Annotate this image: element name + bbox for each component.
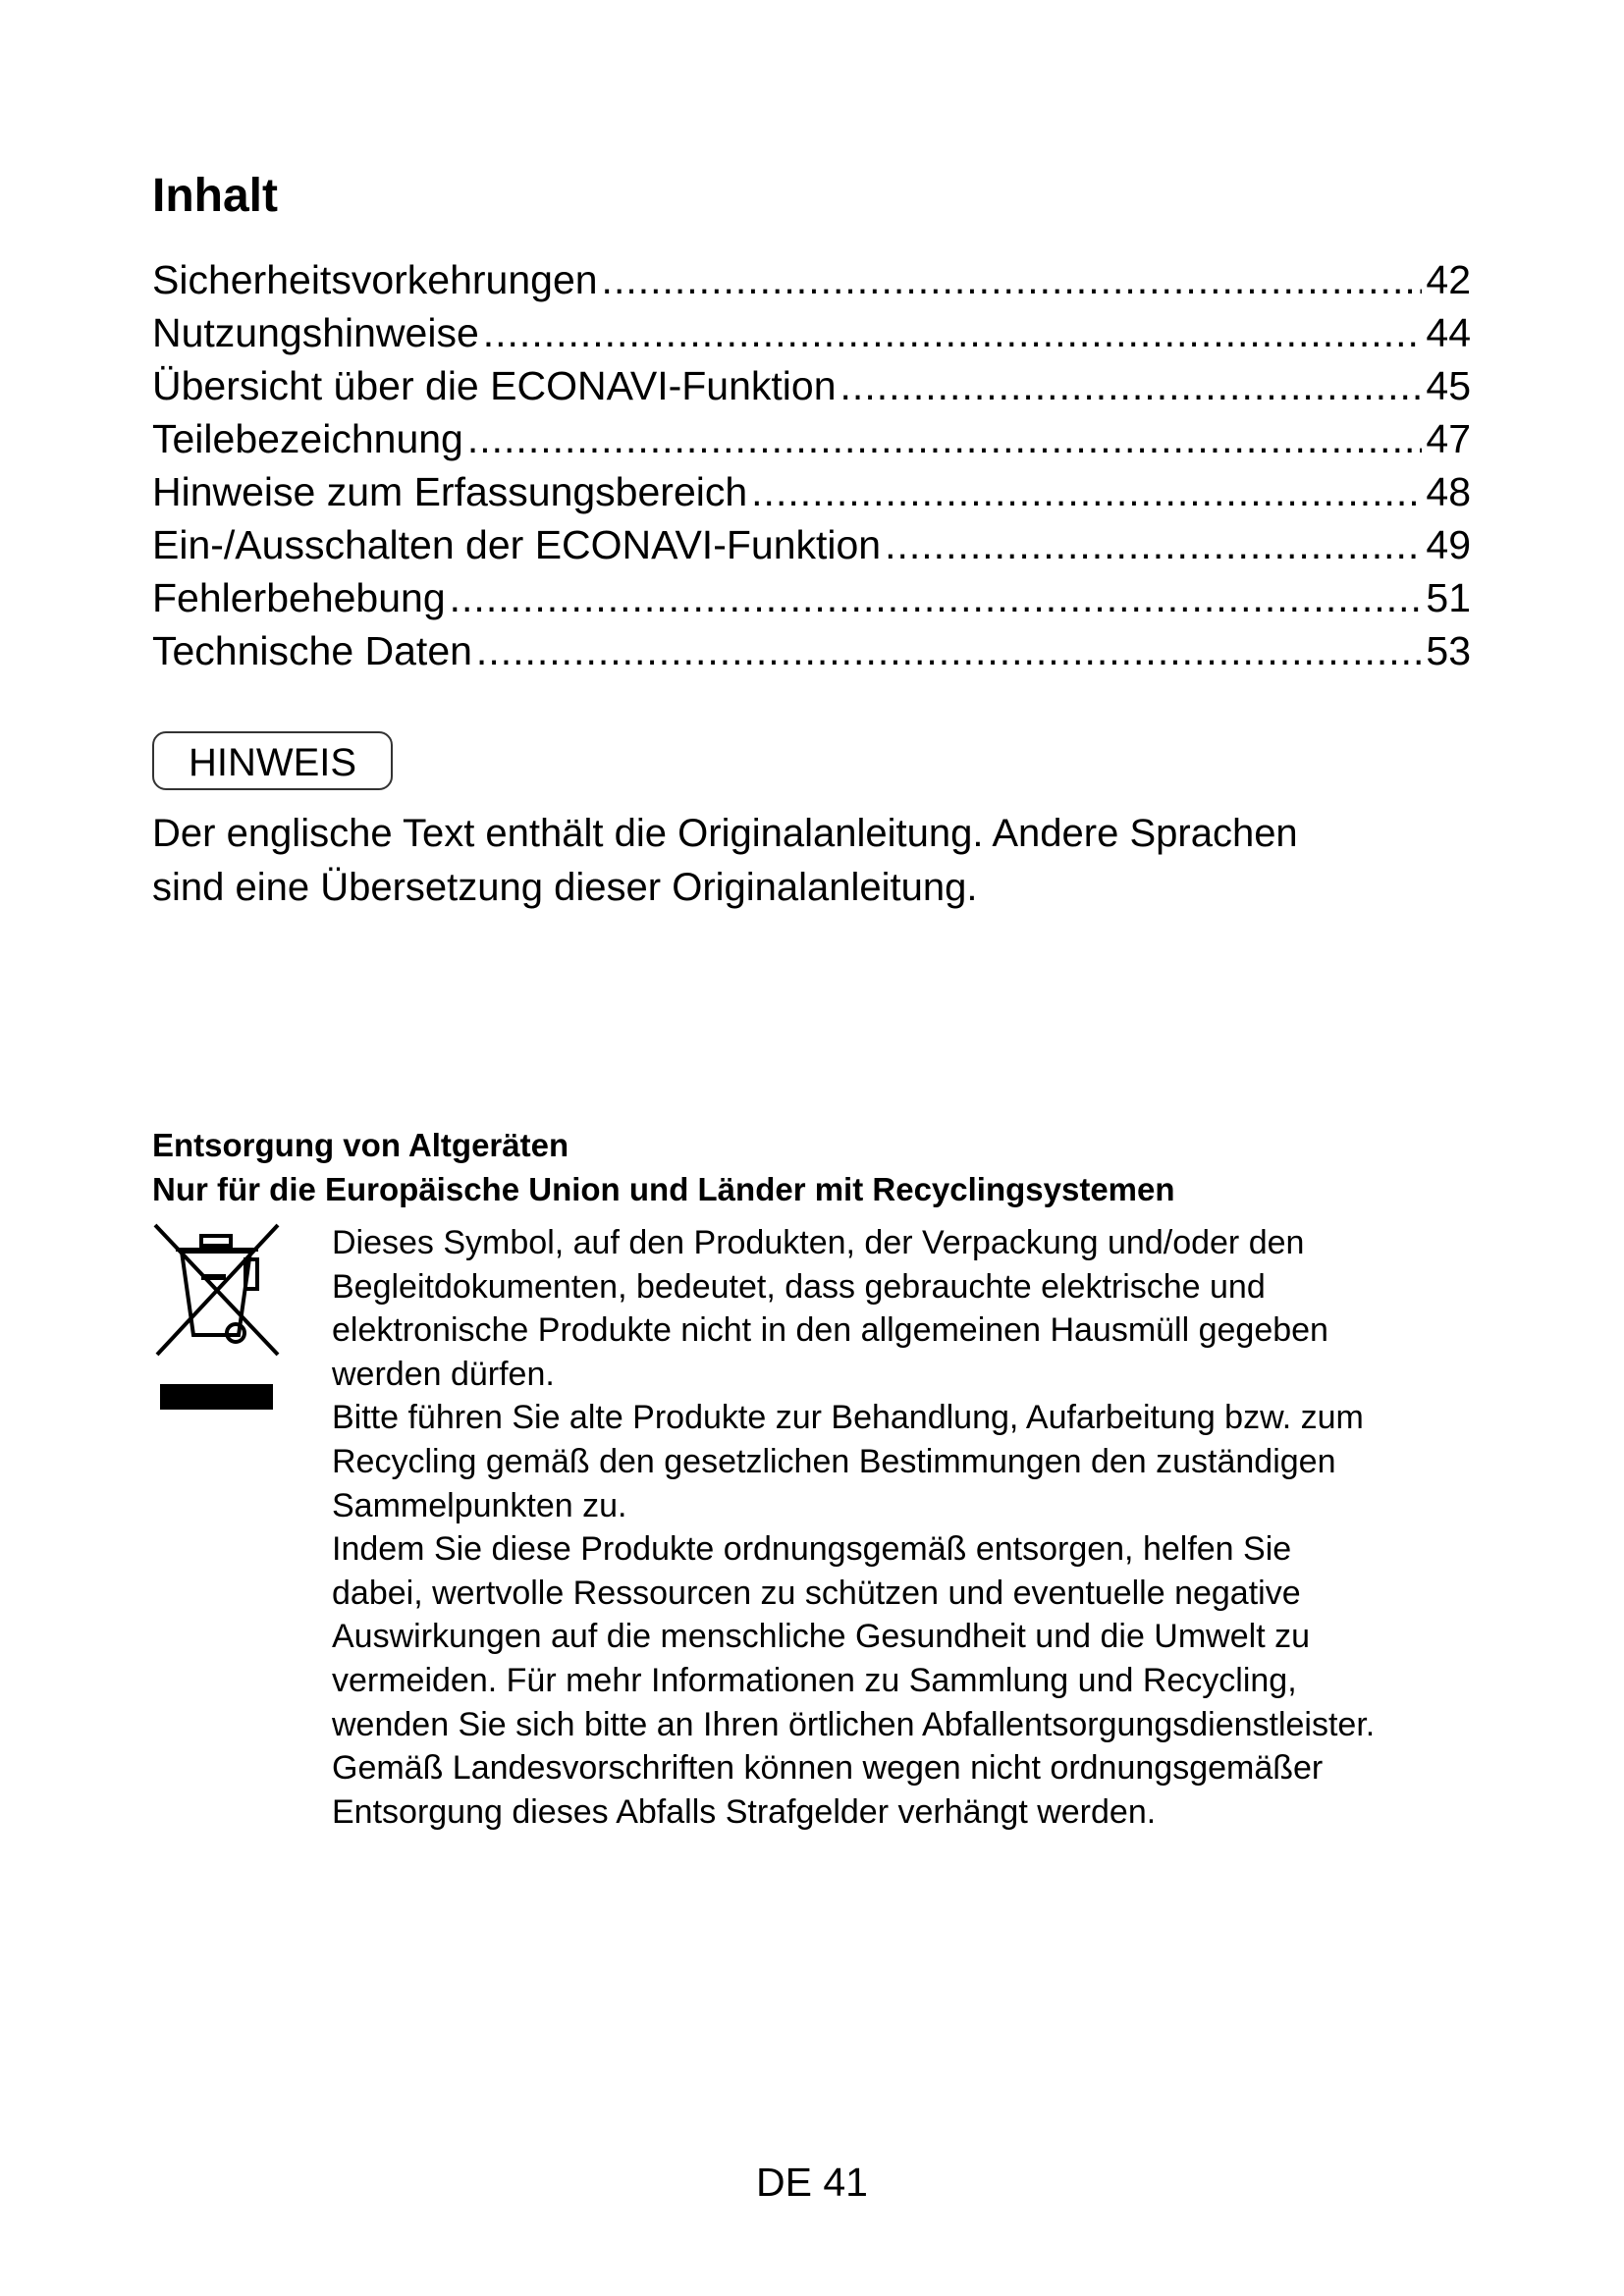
text-line: Bitte führen Sie alte Produkte zur Behandlung, Aufarbeitung bzw. zum bbox=[332, 1399, 1364, 1437]
toc-label: Hinweise zum Erfassungsbereich bbox=[152, 469, 748, 514]
toc-leader bbox=[467, 412, 1423, 465]
text-line: werden dürfen. bbox=[332, 1355, 555, 1393]
toc-leader bbox=[751, 465, 1422, 518]
toc-entry[interactable] bbox=[152, 412, 1471, 465]
text-line: Gemäß Landesvorschriften können wegen nicht ordnungsgemäßer bbox=[332, 1749, 1324, 1788]
text-line: Begleitdokumenten, bedeutet, dass gebrauchte elektrische und bbox=[332, 1267, 1266, 1306]
text-line: Dieses Symbol, auf den Produkten, der Verpackung und/oder den bbox=[332, 1224, 1305, 1261]
note-badge: HINWEIS bbox=[152, 731, 393, 790]
toc-label: Sicherheitsvorkehrungen bbox=[152, 257, 598, 302]
text-line: elektronische Produkte nicht in den allgemeinen Hausmüll gegeben bbox=[332, 1311, 1328, 1350]
toc-label: Nutzungshinweise bbox=[152, 310, 479, 355]
disposal-subheading: Nur für die Europäische Union und Länder mit Recyclingsystemen bbox=[152, 1171, 1175, 1207]
toc-page: 48 bbox=[1426, 469, 1471, 514]
toc-label: Technische Daten bbox=[152, 628, 472, 673]
toc-page: 47 bbox=[1426, 416, 1471, 461]
note-line: Der englische Text enthält die Originalanleitung. Andere Sprachen bbox=[152, 812, 1298, 855]
toc-entry[interactable] bbox=[152, 465, 1471, 518]
note-line: sind eine Übersetzung dieser Originalanleitung. bbox=[152, 866, 978, 909]
disposal-heading: Entsorgung von Altgeräten bbox=[152, 1127, 569, 1163]
toc-page: 51 bbox=[1426, 575, 1471, 620]
toc-label: Übersicht über die ECONAVI-Funktion bbox=[152, 363, 837, 408]
text-line: dabei, wertvolle Ressourcen zu schützen und eventuelle negative bbox=[332, 1574, 1301, 1612]
toc-label: Fehlerbehebung bbox=[152, 575, 446, 620]
page-title: Inhalt bbox=[152, 170, 278, 222]
text-line: Indem Sie diese Produkte ordnungsgemäß entsorgen, helfen Sie bbox=[332, 1530, 1292, 1569]
toc-entry[interactable] bbox=[152, 624, 1471, 677]
table-of-contents bbox=[152, 253, 1471, 677]
toc-page: 42 bbox=[1426, 257, 1471, 302]
toc-entry[interactable] bbox=[152, 359, 1471, 412]
toc-page: 44 bbox=[1426, 310, 1471, 355]
toc-leader bbox=[602, 253, 1423, 306]
toc-leader bbox=[483, 306, 1423, 359]
text-line: Recycling gemäß den gesetzlichen Bestimmungen den zuständigen bbox=[332, 1442, 1336, 1480]
toc-page: 53 bbox=[1426, 628, 1471, 673]
text-line: Entsorgung dieses Abfalls Strafgelder verhängt werden. bbox=[332, 1792, 1157, 1831]
text-line: Sammelpunkten zu. bbox=[332, 1486, 627, 1524]
text-line: Auswirkungen auf die menschliche Gesundheit und die Umwelt zu bbox=[332, 1618, 1310, 1656]
crossed-out-wheelie-bin-icon bbox=[152, 1222, 285, 1414]
toc-leader bbox=[450, 571, 1423, 624]
note-text bbox=[152, 807, 1507, 915]
toc-entry[interactable] bbox=[152, 571, 1471, 624]
page-number: DE 41 bbox=[756, 2160, 868, 2205]
toc-label: Teilebezeichnung bbox=[152, 416, 463, 461]
toc-entry[interactable] bbox=[152, 306, 1471, 359]
toc-leader bbox=[885, 518, 1422, 571]
toc-leader bbox=[840, 359, 1423, 412]
toc-page: 45 bbox=[1426, 363, 1471, 408]
text-line: vermeiden. Für mehr Informationen zu Sammlung und Recycling, bbox=[332, 1661, 1297, 1699]
toc-label: Ein-/Ausschalten der ECONAVI-Funktion bbox=[152, 522, 882, 567]
toc-entry[interactable] bbox=[152, 253, 1471, 306]
disposal-text bbox=[332, 1221, 1375, 1834]
toc-entry[interactable] bbox=[152, 518, 1471, 571]
toc-page: 49 bbox=[1426, 522, 1471, 567]
text-line: wenden Sie sich bitte an Ihren örtlichen Abfallentsorgungsdienstleister. bbox=[332, 1705, 1376, 1743]
toc-leader bbox=[476, 624, 1422, 677]
